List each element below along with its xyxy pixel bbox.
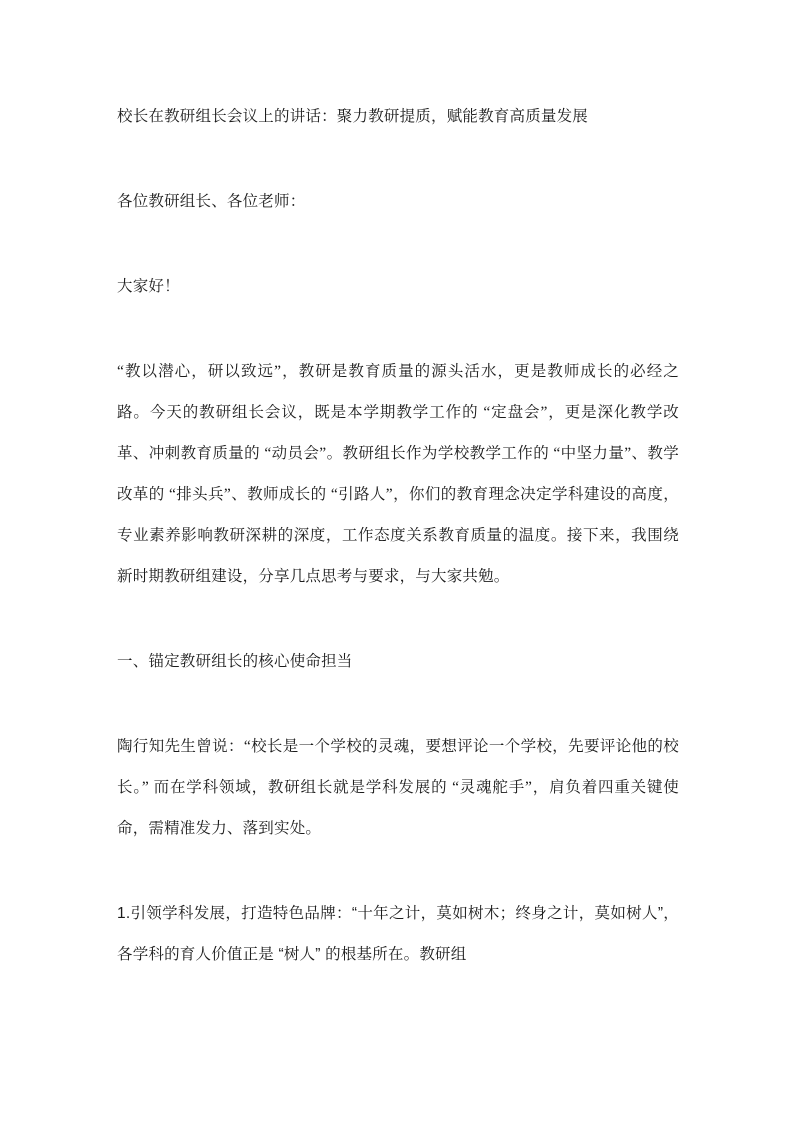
- section-heading-one: 一、锚定教研组长的核心使命担当: [117, 653, 353, 670]
- document-body: [117, 96, 679, 975]
- section-one-paragraph: 陶行知先生曾说：“校长是一个学校的灵魂，要想评论一个学校，先要评论他的校长。” 而在学科领域，教研组长就是学科发展的 “灵魂舵手”，肩负着四重关键使命，需精准发力、落到实处。: [117, 738, 679, 837]
- list-item-one: 1.引领学科发展，打造特色品牌：“十年之计，莫如树木；终身之计，莫如树人”，各学科的育人价值正是 “树人” 的根基所在。教研组: [117, 905, 679, 963]
- opening-paragraph: “教以潜心，研以致远”，教研是教育质量的源头活水，更是教师成长的必经之路。今天的教研组长会议，既是本学期教学工作的 “定盘会”，更是深化教学改革、冲刺教育质量的 “动员会”。教研组长作为学校教学工作的 “中坚力量”、教学改革的 “排头兵”、教师成长的 “引路人”，你们的教育理念决定学科建设的高度，专业素养影响教研深耕的深度，工作态度关系教育质量的温度。接下来，我围绕新时期教研组建设，分享几点思考与要求，与大家共勉。: [117, 363, 679, 585]
- document-title: 校长在教研组长会议上的讲话：聚力教研提质，赋能教育高质量发展: [117, 108, 589, 125]
- greeting-line: 大家好！: [117, 278, 180, 295]
- salutation-line: 各位教研组长、各位老师：: [117, 193, 306, 210]
